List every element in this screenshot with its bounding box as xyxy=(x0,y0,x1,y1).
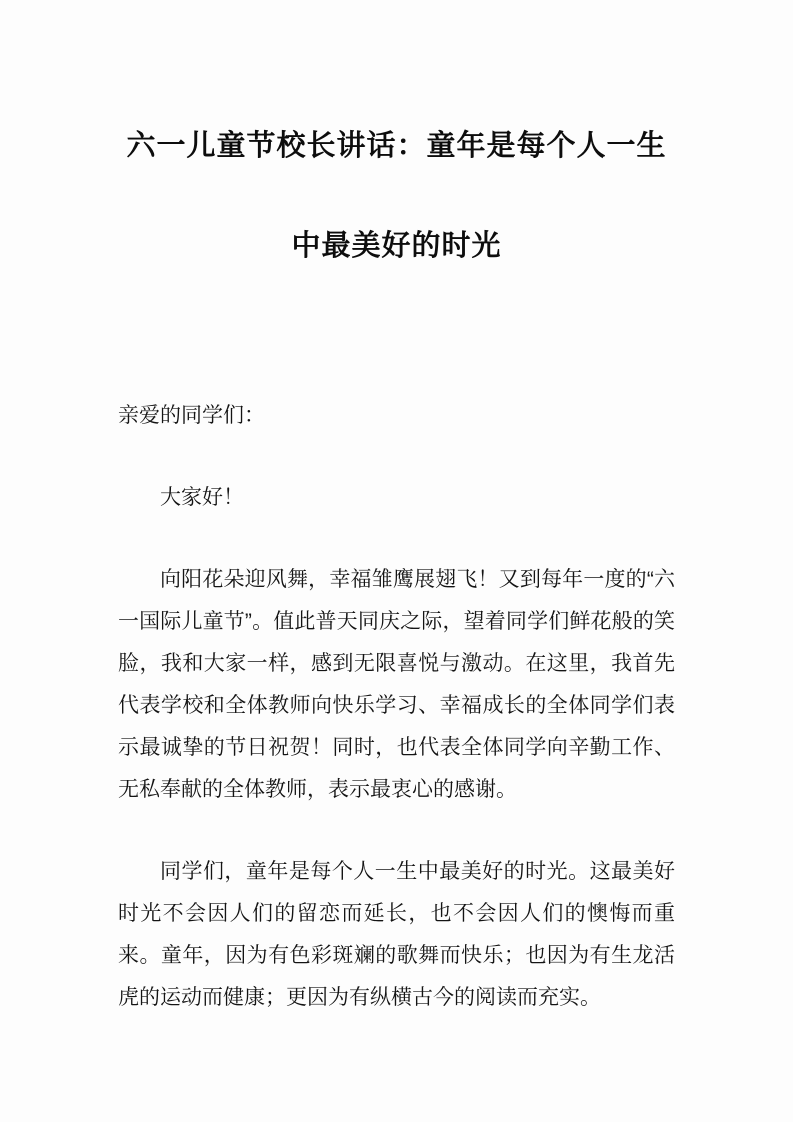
document-title-line-2: 中最美好的时光 xyxy=(291,230,502,262)
paragraph-2: 同学们，童年是每个人一生中最美好的时光。这最美好时光不会因人们的留恋而延长，也不会因人们的懊悔而重来。童年，因为有色彩斑斓的歌舞而快乐；也因为有生龙活虎的运动而健康；更因为有纵横古今的阅读而充实。 xyxy=(118,860,675,1009)
greeting-line: 大家好！ xyxy=(160,486,244,509)
paragraph-1: 向阳花朵迎风舞，幸福雏鹰展翅飞！又到每年一度的“六一国际儿童节”。值此普天同庆之际，望着同学们鲜花般的笑脸，我和大家一样，感到无限喜悦与激动。在这里，我首先代表学校和全体教师向快乐学习、幸福成长的全体同学们表示最诚挚的节日祝贺！同时，也代表全体同学向辛勤工作、无私奉献的全体教师，表示最衷心的感谢。 xyxy=(118,568,675,801)
document-title xyxy=(118,122,675,270)
document-title-line-1: 六一儿童节校长讲话：童年是每个人一生 xyxy=(126,130,667,162)
salutation-line: 亲爱的同学们： xyxy=(118,404,265,427)
document-body xyxy=(118,395,675,1019)
